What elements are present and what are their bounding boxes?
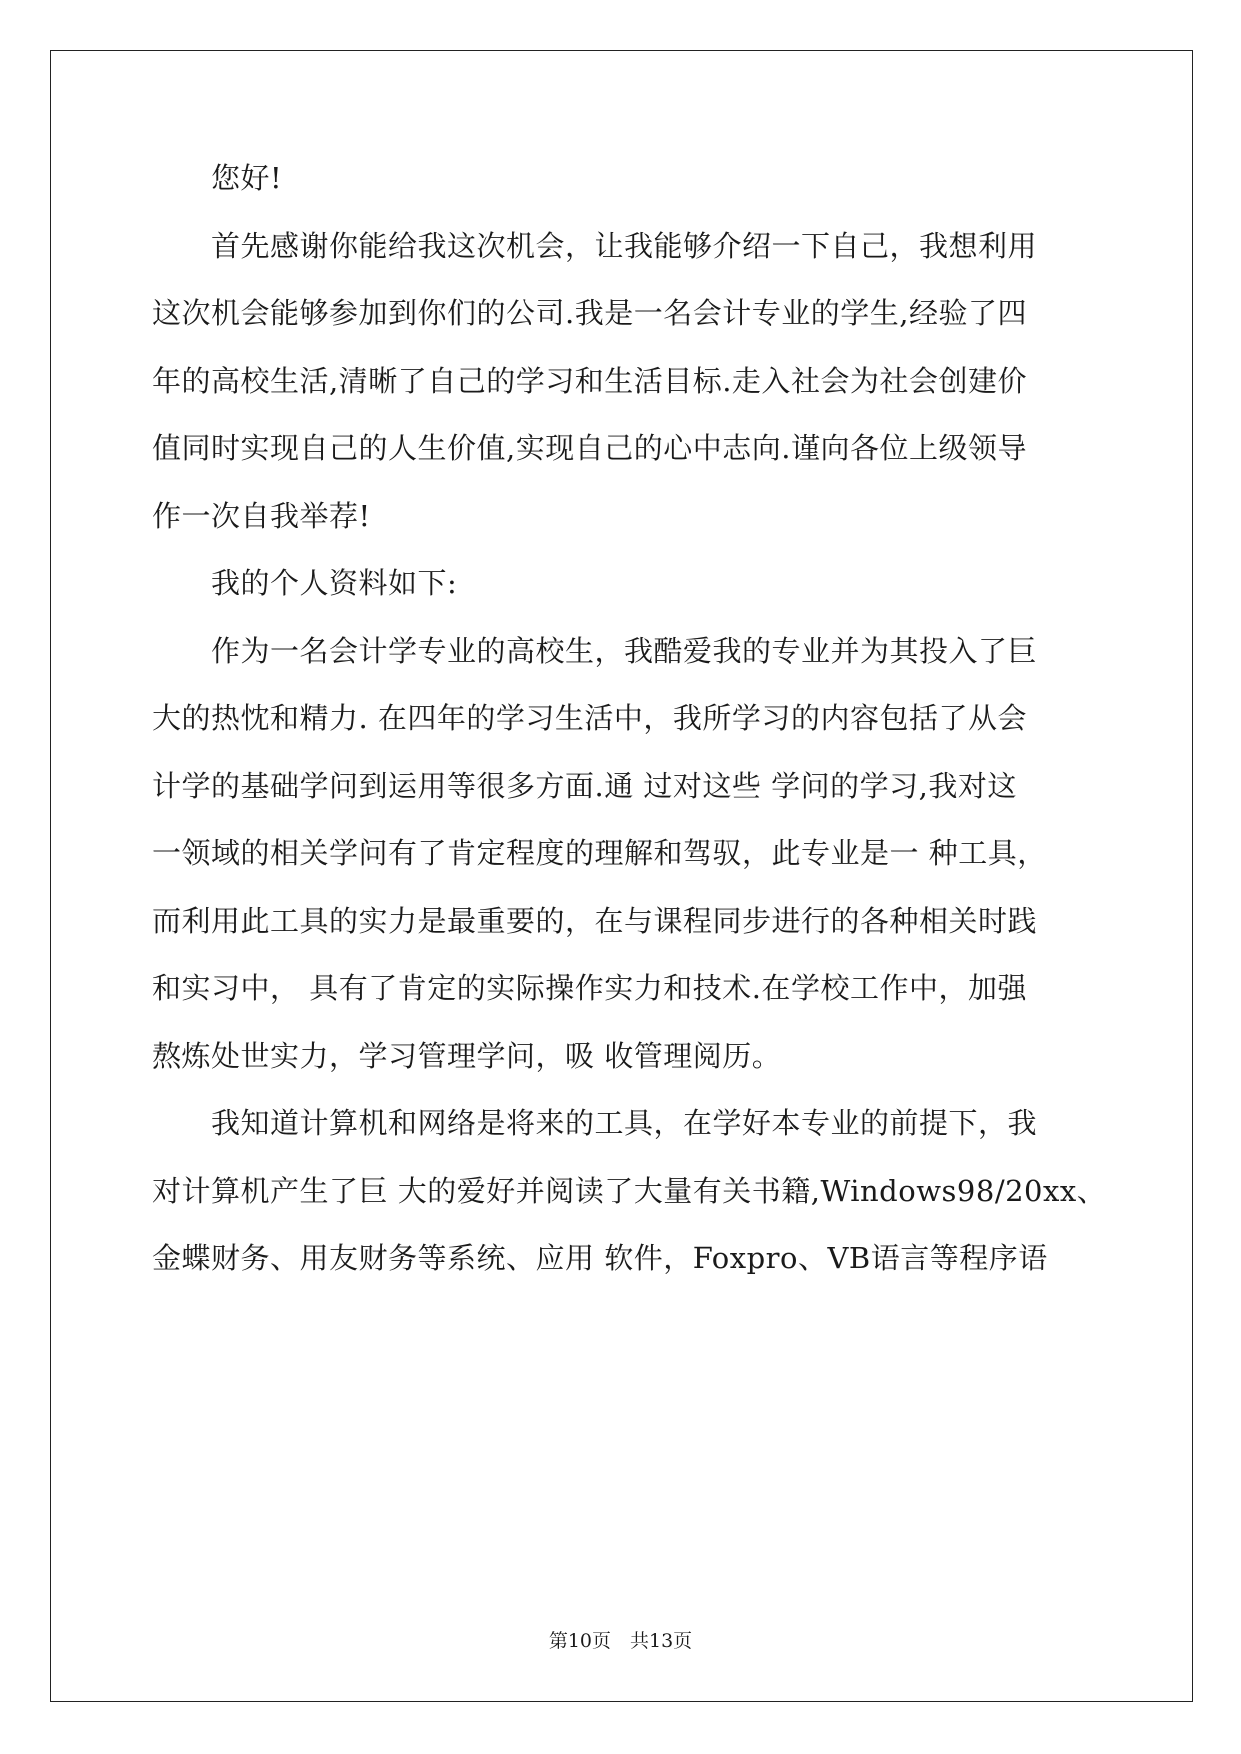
page-footer: 第10页 共13页 (548, 1630, 693, 1652)
paragraph-line: 作为一名会计学专业的高校生，我酷爱我的专业并为其投入了巨 (152, 634, 1038, 668)
paragraph-line: 年的高校生活,清晰了自己的学习和生活目标.走入社会为社会创建价 (152, 364, 1027, 398)
paragraph-line: 值同时实现自己的人生价值,实现自己的心中志向.谨向各位上级领导 (152, 431, 1027, 465)
paragraph-line: 和实习中， 具有了肯定的实际操作实力和技术.在学校工作中，加强 (152, 971, 1027, 1005)
paragraph-line: 对计算机产生了巨 大的爱好并阅读了大量有关书籍,Windows98/20xx、 (152, 1174, 1107, 1208)
paragraph-line: 这次机会能够参加到你们的公司.我是一名会计专业的学生,经验了四 (152, 296, 1027, 330)
paragraph-line: 我知道计算机和网络是将来的工具，在学好本专业的前提下，我 (152, 1106, 1038, 1140)
paragraph-line: 首先感谢你能给我这次机会，让我能够介绍一下自己，我想利用 (152, 229, 1038, 263)
paragraph-line: 作一次自我举荐! (152, 499, 371, 533)
paragraph-line: 而利用此工具的实力是最重要的，在与课程同步进行的各种相关时践 (152, 904, 1038, 938)
greeting-line: 您好! (152, 161, 283, 195)
paragraph-line: 我的个人资料如下: (152, 566, 458, 600)
paragraph-line: 计学的基础学问到运用等很多方面.通 过对这些 学问的学习,我对这 (152, 769, 1017, 803)
paragraph-line: 大的热忱和精力. 在四年的学习生活中，我所学习的内容包括了从会 (152, 701, 1027, 735)
paragraph-line: 熬炼处世实力，学习管理学问，吸 收管理阅历。 (152, 1039, 782, 1073)
paragraph-line: 一领域的相关学问有了肯定程度的理解和驾驭，此专业是一 种工具， (152, 836, 1047, 870)
paragraph-line: 金蝶财务、用友财务等系统、应用 软件，Foxpro、VB语言等程序语 (152, 1241, 1048, 1275)
